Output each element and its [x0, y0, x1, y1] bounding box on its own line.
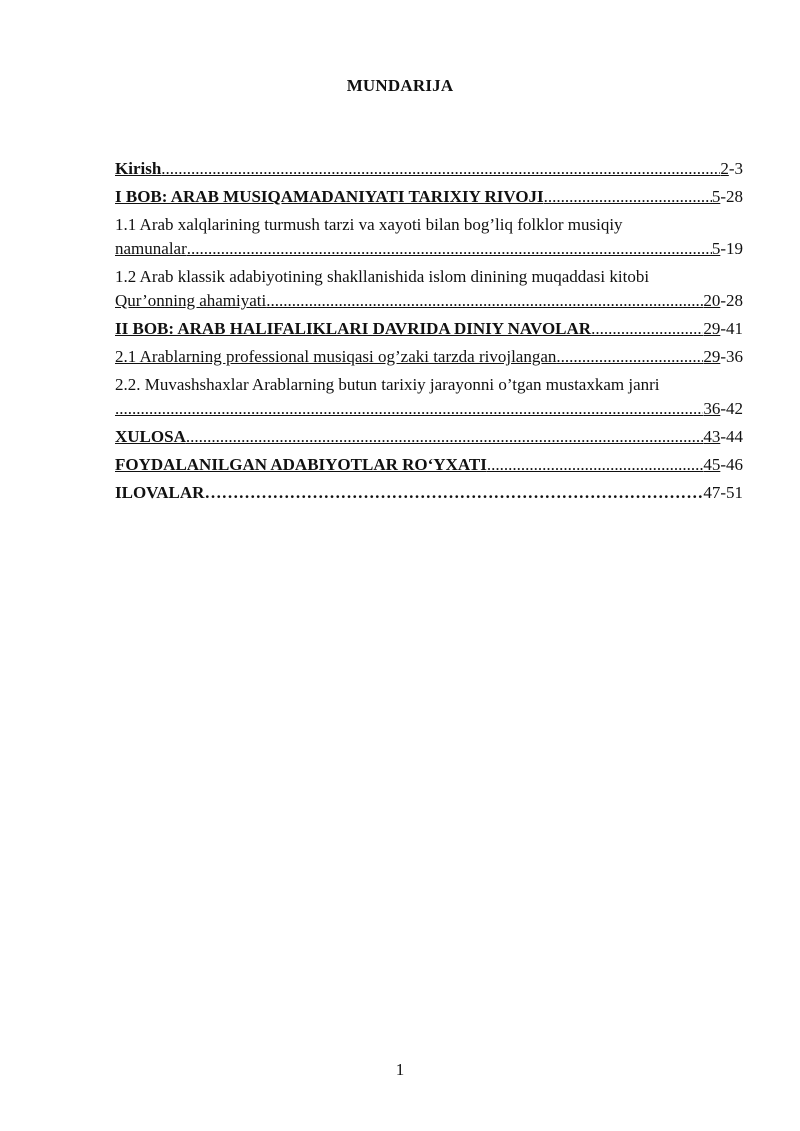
toc-entry-label: namunalar: [115, 239, 187, 258]
toc-entry-label: 2.1 Arablarning professional musiqasi og’zaki tarzda rivojlangan: [115, 347, 557, 366]
toc-entry-section-2-1[interactable]: [115, 345, 743, 369]
dot-leader: [161, 157, 720, 181]
page-end: -28: [720, 187, 743, 206]
page-start: 2: [720, 159, 729, 178]
toc-entry-pages: [720, 157, 743, 181]
page-title: MUNDARIJA: [346, 76, 454, 95]
dot-leader: [115, 397, 703, 421]
toc-entry-label: I BOB: ARAB MUSIQAMADANIYATI TARIXIY RIVOJI: [115, 187, 544, 206]
toc-entry-section-1-1[interactable]: [115, 213, 743, 261]
toc-entry-label: XULOSA: [115, 427, 186, 446]
dot-leader: [186, 425, 703, 449]
page-end: -44: [720, 427, 743, 446]
toc-entry-label-line1: 1.1 Arab xalqlarining turmush tarzi va xayoti bilan bog’liq folklor musiqiy: [115, 215, 623, 234]
page-end: -46: [720, 455, 743, 474]
page-start: 20: [703, 291, 721, 310]
toc-entry-pages: [703, 425, 743, 449]
toc-entry-pages: 47-51: [703, 483, 743, 502]
toc-entry-pages: [703, 453, 743, 477]
page-end: -41: [720, 319, 743, 338]
page-start: 43: [703, 427, 721, 446]
toc-entry-pages: [712, 237, 743, 261]
toc-entry-label-line1: 1.2 Arab klassik adabiyotining shakllanishida islom dinining muqaddasi kitobi: [115, 267, 650, 286]
toc-entry-kirish[interactable]: [115, 157, 743, 181]
toc-entry-label: Kirish: [115, 159, 162, 178]
toc-entry-xulosa[interactable]: [115, 425, 743, 449]
page-start: 45: [703, 455, 721, 474]
dot-leader: [487, 453, 704, 477]
toc-entry-chapter-1[interactable]: [115, 185, 743, 209]
page-start: 36: [703, 399, 721, 418]
toc-entry-ilovalar[interactable]: [115, 481, 743, 505]
toc-entry-pages: [703, 397, 743, 421]
page-start: 29: [703, 319, 721, 338]
toc-entry-pages: [703, 289, 743, 313]
toc-entry-pages: [712, 185, 743, 209]
dot-leader: [556, 345, 703, 369]
page-end: -3: [728, 159, 743, 178]
dot-leader: [187, 237, 712, 261]
page-start: 29: [703, 347, 721, 366]
toc-entry-section-2-2[interactable]: [115, 373, 743, 421]
toc-entry-chapter-2[interactable]: [115, 317, 743, 341]
dot-leader: [544, 185, 712, 209]
page-end: -36: [720, 347, 743, 366]
page-end: -28: [720, 291, 743, 310]
toc-entry-label: Qur’onning ahamiyati: [115, 291, 267, 310]
toc-entry-label: ILOVALAR: [115, 483, 205, 502]
toc-entry-section-1-2[interactable]: [115, 265, 743, 313]
toc-entry-label: FOYDALANILGAN ADABIYOTLAR RO‘YXATI: [115, 455, 487, 474]
dot-leader: [204, 481, 703, 505]
toc-entry-label: II BOB: ARAB HALIFALIKLARI DAVRIDA DINIY NAVOLAR: [115, 319, 592, 338]
toc-entry-label-line1: 2.2. Muvashshaxlar Arablarning butun tarixiy jarayonni o’tgan mustaxkam janri: [115, 375, 660, 394]
dot-leader: [591, 317, 703, 341]
page-start: 5: [711, 239, 721, 258]
page-end: -42: [720, 399, 743, 418]
page-start: 5: [711, 187, 721, 206]
page-end: -19: [720, 239, 743, 258]
dot-leader: [266, 289, 703, 313]
toc-entry-bibliography[interactable]: [115, 453, 743, 477]
page-number: 1: [395, 1060, 405, 1079]
toc-entry-pages: [703, 345, 743, 369]
toc-entry-pages: [703, 317, 743, 341]
table-of-contents: [115, 157, 743, 509]
